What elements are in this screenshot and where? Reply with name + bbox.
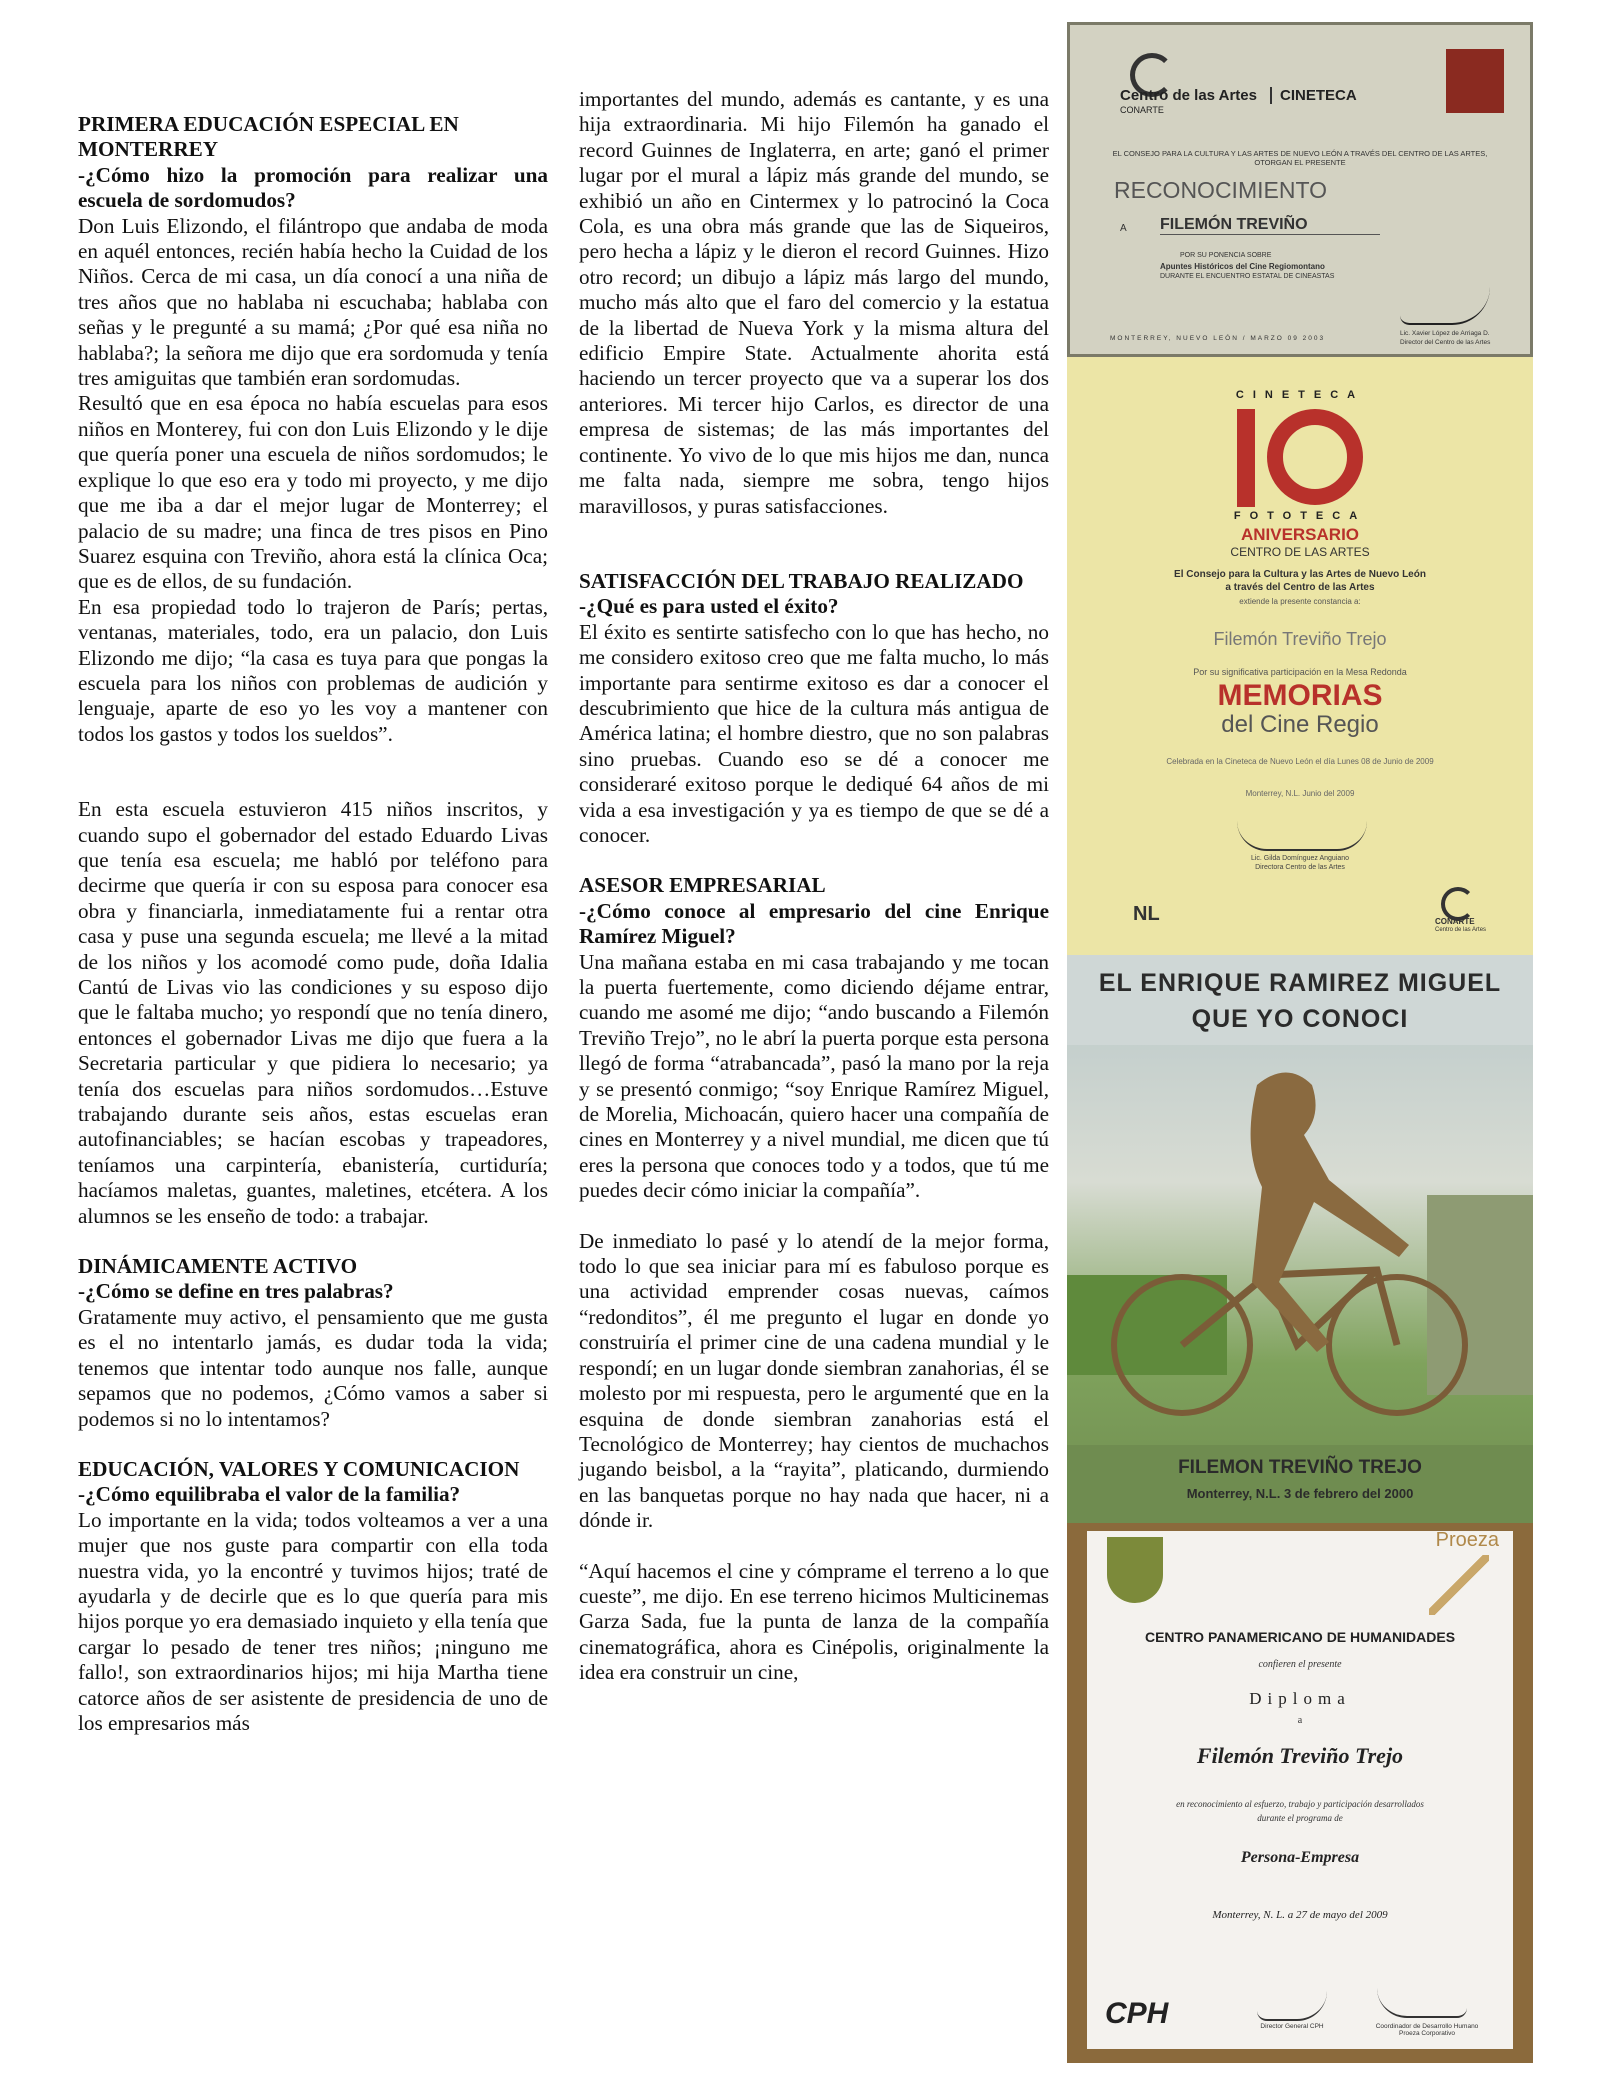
poster-name: FILEMON TREVIÑO TREJO [1178,1457,1422,1478]
paragraph: importantes del mundo, además es cantante, y es una hija extraordinaria. Mi hijo Filemón ha ganado el record Guinnes de Inglaterra, en arte; ganó el primer lugar por el mural a lápiz más grande del mundo, se exhibió un año en Cintermex y lo patrocinó la Coca Cola, es una obra más grande que las de Siqueiros, pero hecha a lápiz y le dieron el record Guinnes. Hizo otro record; un dibujo a lápiz más largo del mundo, mucho más alto que el faro del comercio y la estatua de la libertad de Nueva York y la misma altura del edificio Empire State. Actualmente ahorita está haciendo un tercer proyecto que va a superar los dos anteriores. Mi tercer hijo Carlos, es director de una empresa de sistemas; de las más importantes del continente. Yo vivo de lo que mis hijos me dan, nunca me falta nada, siempre me sobra, tengo hijos maravillosos, y puras satisfacciones. [579,87,1049,518]
recipient-name: FILEMÓN TREVIÑO [1160,216,1380,235]
confer-text: confieren el presente [1258,1659,1342,1670]
paragraph: De inmediato lo pasé y lo atendí de la mejor forma, todo lo que sea iniciar para mí es fabuloso porque es una actividad emprender cosas nuevas, caímos “redonditos”, él me pregunto el lugar en donde yo construiría el primer cine de una cadena mundial y le respondí; en un lugar donde siembran zanahorias, él se molesto por mi respuesta, pero le argumenté que en la esquina de donde siembran zanahorias está el Tecnológico de Monterrey; hay cientos de muchachos jugando beisbol, a la “rayita”, platicando, durmiendo en las banquetas porque no hay nada que hacer, ni a dónde ir. [579,1228,1049,1533]
poster-date: Monterrey, N.L. 3 de febrero del 2000 [1186,1486,1414,1501]
reason-text: POR SU PONENCIA SOBRE [1180,252,1272,259]
poster-title-line1: EL ENRIQUE RAMIREZ MIGUEL [1098,969,1502,997]
crest-icon [1107,1537,1163,1603]
constancia-line: extiende la presente constancia a: [1239,597,1361,606]
intro-text: EL CONSEJO PARA LA CULTURA Y LAS ARTES DE NUEVO LEÓN A TRAVÉS DEL CENTRO DE LAS ARTES, OTORGAN EL PRESENTE [1112,149,1488,167]
signature-icon [1257,1991,1327,2021]
question: -¿Cómo conoce al empresario del cine Enrique Ramírez Miguel? [579,898,1049,949]
paragraph: Don Luis Elizondo, el filántropo que andaba de moda en aquél entonces, recién había hecho la Cuidad de los Niños. Cerca de mi casa, un día conocí a una niña de tres años que no hablaba ni escuchaba; hablaba con señas y le pregunté a su mamá; ¿Por qué esa niña no hablaba?; la señora me dijo que era sordomuda y tenía tres amiguitas que también eran sordomudas. [78,213,548,391]
section-heading: DINÁMICAMENTE ACTIVO [78,1254,358,1279]
consejo-line: a través del Centro de las Artes [1225,582,1375,593]
paragraph: Resultó que en esa época no había escuelas para esos niños en Monterey, fui con don Luis Elizondo y le dije que quería poner una escuela de niños sordomudos; le explique lo que eso era y todo mi proyecto, y me dijo que me iba a dar el mejor lugar de Monterrey; el palacio de su madre; una finca de tres pisos en Pino Suarez esquina con Treviño, ahora está la clínica Oca; que es de ellos, de su fundación. [78,391,548,594]
signature-icon [1400,287,1490,325]
poster-enrique-ramirez-miguel [1067,955,1533,1523]
date-text: Monterrey, N.L. Junio del 2009 [1245,789,1355,798]
diploma-institution: CENTRO PANAMERICANO DE HUMANIDADES [1144,1629,1456,1645]
prefix-a: A [1120,223,1127,234]
left-text-column [78,112,548,1736]
signature-icon [1237,819,1367,851]
paragraph: Lo importante en la vida; todos volteamos a ver a una mujer que nos guste para compartir con ella toda nuestra vida, yo la encontré y tuvimos hijos; traté de ayudarla y de decirle que es lo que quería para mis hijos porque yo era demasiado inquieto y ella tenía que cargar lo pesado de tener tres niños; ¡ninguno me fallo!, son extraordinarios hijos; mi hija Martha tiene catorce años de ser asistente de presidencia de uno de los empresarios más [78,1507,548,1735]
paragraph: En esta escuela estuvieron 415 niños inscritos, y cuando supo el gobernador del estado Eduardo Livas que tenía esa escuela; me habló por teléfono para decirme que quería ir con su esposa para conocer esa obra y financiarla, inmediatamente fui a rentar otra casa y puse una segunda escuela; me llevé a la mitad de los niños y los acomodé como pude, doña Idalia Cantú de Livas vio las condiciones y su esposo dijo que le faltaba mucho; yo respondí que no tenía dinero, entonces el gobernador Livas me dijo que fuera a la Secretaria particular y que pidiera lo necesario; ya tenía dos escuelas para niños sordomudos…Estuve trabajando durante seis años, estas escuelas eran autofinanciables; se hacían escobas y trapeadores, teníamos una carpintería, ebanistería, curtiduría; hacíamos maletas, guantes, maletines, etcétera. A los alumnos se les enseño de todo: a trabajar. [78,797,548,1228]
conarte-logo-icon [1441,887,1475,921]
signer-role: Director del Centro de las Artes [1400,339,1491,346]
paragraph: “Aquí hacemos el cine y cómprame el terreno a lo que cueste”, me dijo. En ese terreno hicimos Multicinemas Garza Sada, fue la punta de lanza de la compañía cinematográfica, ahora es Cinépolis, originalmente la idea era construir un cine, [579,1558,1049,1685]
prefix-a: a [1297,1715,1303,1726]
proeza-mark-icon [1429,1555,1489,1615]
certificate-proeza-diploma [1067,1523,1533,2063]
conarte-logo-text: CONARTE [1435,917,1475,926]
program-name: Persona-Empresa [1240,1849,1360,1866]
nl-logo: NL [1133,903,1160,925]
signer-role: Coordinador de Desarrollo Humano Proeza Corporativo [1375,2023,1479,2037]
question: -¿Cómo equilibraba el valor de la familia? [78,1482,461,1507]
proeza-logo: Proeza [1435,1529,1499,1551]
logo-subtext: CONARTE [1120,105,1164,115]
aniversario-badge-icon [1446,49,1504,113]
certificate-title: RECONOCIMIENTO [1114,177,1327,203]
signer-role: Director General CPH [1260,2023,1324,2030]
section-heading: EDUCACIÓN, VALORES Y COMUNICACION [78,1456,520,1481]
during-text: durante el programa de [1257,1813,1343,1823]
signer-role: Directora Centro de las Artes [1255,864,1345,871]
cph-logo: CPH [1105,1997,1169,2030]
poster-title-line2: QUE YO CONOCI [1191,1005,1409,1033]
reason-text: Por su significativa participación en la Mesa Redonda [1193,667,1407,677]
diploma-word: Diploma [1249,1689,1351,1708]
conarte-logo-subtext: Centro de las Artes [1435,927,1487,933]
signature-icon [1377,1986,1467,2018]
paragraph: Gratamente muy activo, el pensamiento que me gusta es el no intentarlo jamás, es dudar toda la vida; tenemos que intentar todo aunque nos falle, aunque sepamos que no podemos, ¿Cómo vamos a saber si podemos si no lo intentamos? [78,1304,548,1431]
section-heading: ASESOR EMPRESARIAL [579,873,826,898]
logo-text: Centro de las Artes [1120,87,1257,104]
paragraph: Una mañana estaba en mi casa trabajando y me tocan la puerta fuertemente, como diciendo déjame entrar, cuando me asomé me dijo; “ando buscando a Filemón Treviño Trejo”, no le abrí la puerta porque esta persona llegó de forma “atrabancada”, pasó la mano por la reja y se presentó conmigo; “soy Enrique Ramírez Miguel, de Morelia, Michoacán, quiero hacer una compañía de cines en Monterrey y a nivel mundial, me dicen que tú eres la persona que conoces todo y a todos, que tú me puedes decir cómo iniciar la compañía”. [579,949,1049,1203]
fototeca-header: FOTOTECA [1233,510,1367,522]
middle-text-column [579,87,1049,1686]
reason-text: en reconocimiento al esfuerzo, trabajo y participación desarrollados [1176,1799,1424,1809]
held-text: Celebrada en la Cineteca de Nuevo León el día Lunes 08 de Junio de 2009 [1166,757,1434,766]
paragraph: En esa propiedad todo lo trajeron de París; pertas, ventanas, materiales, todo, era un palacio, don Luis Elizondo me dijo; “la casa es tuya para que pongas la escuela para los niños con problemas de audición y lenguaje, aparte de eso yo les voy a mantener con todos los gastos y todos los sueldos”. [78,594,548,746]
cineteca-header: CINETECA [1235,389,1365,401]
recipient-name: Filemón Treviño Trejo [1196,1743,1404,1768]
aniversario-text: ANIVERSARIO [1240,525,1360,544]
topic-text: Apuntes Históricos del Cine Regiomontano [1160,262,1325,271]
section-heading: SATISFACCIÓN DEL TRABAJO REALIZADO [579,568,1024,593]
diploma-paper [1087,1531,1513,2049]
signer-name: Lic. Gilda Domínguez Anguiano [1250,855,1350,862]
certificate-cineteca-reconocimiento [1067,22,1533,357]
paragraph: El éxito es sentirte satisfecho con lo que has hecho, no me considero exitoso creo que me falta mucho, lo más importante para sentirme exitoso es dar a conocer el descubrimiento que hice de la cultura más antigua de América latina; el hombre diestro, que no son palabras sino pruebas. Cuando eso se dé a conocer me consideraré exitoso porque le dediqué 64 años de mi vida a esa investigación y ya es tiempo de que se dé a conocer. [579,619,1049,847]
anniversary-zero-icon [1267,409,1363,505]
centro-artes-text: CENTRO DE LAS ARTES [1230,545,1370,559]
certificate-memorias-cine-regio [1067,357,1533,955]
anniversary-one-icon [1237,409,1255,507]
question: -¿Cómo se define en tres palabras? [78,1279,394,1304]
memorias-title: MEMORIAS [1217,679,1383,712]
question: -¿Qué es para usted el éxito? [579,594,839,619]
cineteca-logo-text: CINETECA [1270,87,1357,104]
signer-name: Lic. Xavier López de Arriaga D. [1400,330,1490,337]
event-text: DURANTE EL ENCUENTRO ESTATAL DE CINEASTAS [1160,273,1335,280]
section-heading: PRIMERA EDUCACIÓN ESPECIAL EN MONTERREY [78,112,459,162]
date-text: Monterrey, N. L. a 27 de mayo del 2009 [1212,1909,1388,1921]
cine-regio-title: del Cine Regio [1221,711,1379,738]
place-date: MONTERREY, NUEVO LEÓN / MARZO 09 2003 [1110,335,1326,342]
consejo-line: El Consejo para la Cultura y las Artes de Nuevo León [1174,569,1426,580]
cyclist-statue-icon [1067,1045,1533,1445]
recipient-name: Filemón Treviño Trejo [1213,629,1387,649]
question: -¿Cómo hizo la promoción para realizar una escuela de sordomudos? [78,162,548,213]
